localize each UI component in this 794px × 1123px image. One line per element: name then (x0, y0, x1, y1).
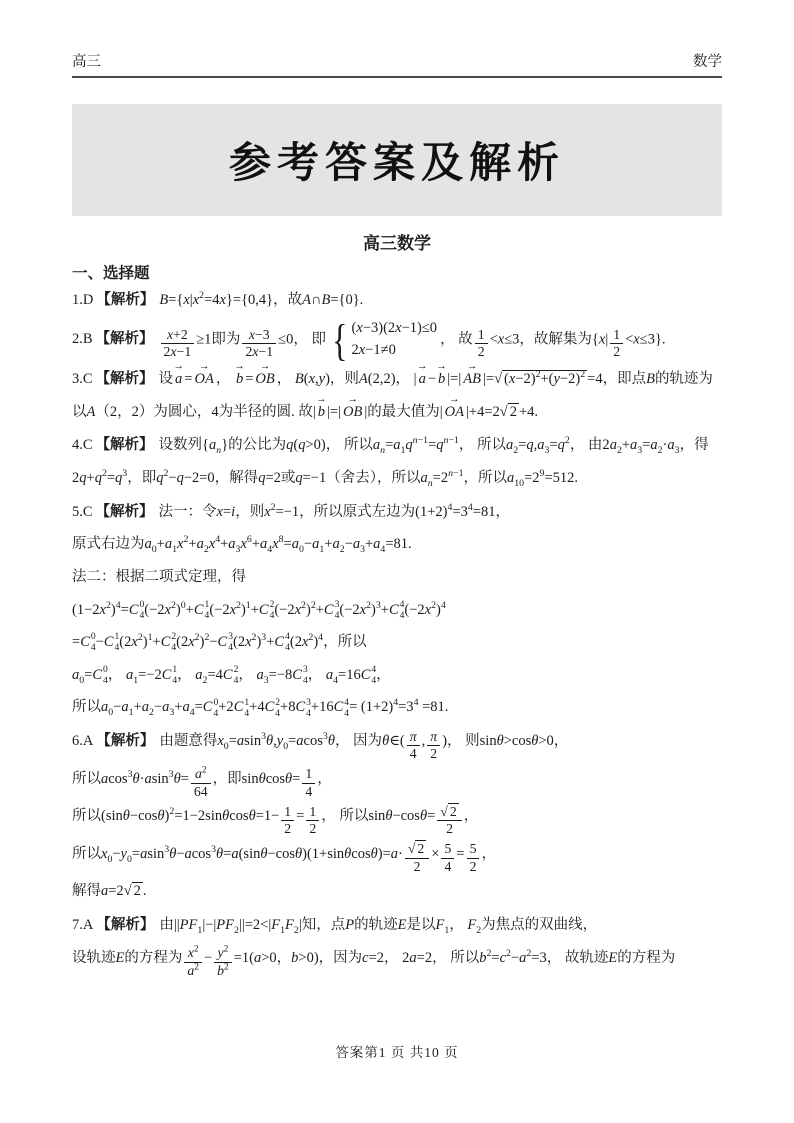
answer-label: 3.C (72, 371, 93, 388)
header-right-label: 数学 (693, 54, 722, 70)
solution-paragraph: 5.C 【解析】 法一：令x=i，则$x^2=-1$，所以原式左边为$(1+2)^4=3^4=81$， (72, 501, 510, 520)
section-title: 一、选择题 (72, 265, 150, 282)
solution-paragraph: 所以$a_0-a_1+a_2-a_3+a_4=$ C 0 4 +2 C 1 4 +4 C 2 4 +8 C 3 4 +16 C 4 4 = $(1+2)^4=3^4 =81$. (72, 696, 449, 719)
solution-paragraph: 所以$x_0-y_0=asin^3\theta-acos^3\theta=a(\sin\theta-\cos\theta)(1+\sin\theta\cos\theta)=a\cdot$ $\frac{√ 2}{2}$ × $\frac{5}{4}$ = $\frac{5}{2}$ ， (72, 841, 496, 874)
answer-label: 2.B (72, 331, 93, 348)
page-content (72, 50, 722, 979)
page-footer: 答案第1 页 共10 页 (335, 1045, 459, 1060)
solution-paragraph: 1.D 【解析】 $B=\{x|x^2=4x\}=\{0,4\}$，故A∩B={0}. (72, 290, 364, 308)
document-subtitle: 高三数学 (363, 234, 431, 253)
header-left-label: 高三 (72, 54, 101, 70)
solution-paragraph: 原式右边为$a_0+a_1x^2+a_2x^4+a_3x^6+a_4x^8=a_0-a_1+a_2-a_3+a_4=81$. (72, 534, 412, 556)
answer-label: 5.C (72, 503, 93, 520)
question-1 (72, 284, 722, 317)
solution-paragraph: 法二：根据二项式定理，得 (72, 568, 246, 585)
solution-paragraph: 4.C 【解析】 设数列$\{a_n\}$的公比为q(q>0)， 所以$a_n=a_1q^{n-1}=q^{n-1}$， 所以$a_2=q,a_3=q^2$， 由$2a_2+a_3=a_2\cdot a_3$，得$2q+q^2=q^3$，即$q^2-q-2=0$，解得q=2或q=−1（舍去），所以$a_n=2^{n-1}$，所以$a_{10}=2^9=512$. (72, 435, 709, 489)
solution-paragraph: 设轨迹E的方程为 $\frac{x^2}{a^2}$ − $\frac{y^2}{b^2}$ =1(a>0，b>0)，因为c=2， 2a=2， 所以$b^2=c^2-a^2=3$， 故轨迹E的方程为 (72, 944, 676, 978)
analysis-tag: 【解析】 (95, 371, 154, 388)
solution-paragraph: 6.A 【解析】 由题意得$x_0=asin^3\theta,y_0=acos^3\theta$， 因为θ∈( $\frac{\pi}{4}$ , $\frac{\pi}{2}$ )， 则sinθ>cosθ>0， (72, 728, 569, 762)
solution-paragraph: = C 0 4 − C 1 4 $(2x^2)^1+$ C 2 4 $(2x^2)^2-$ C 3 4 $(2x^2)^3+$ C 4 4 $(2x^2)^4$，所以 (72, 631, 367, 654)
solution-paragraph: 3.C 【解析】 设 → a = → OA ， → b = → OB ， B(x,y)，则A(2,2)， | → a − → b |=| → AB |=√ $(x-2)^2+(y-2)^2 =4$，即点B的轨迹为以A（2，2）为圆心，4为半径的圆. 故| → b |=| → OB |的最大值为| → OA |+4=2√ 2 +4. (72, 360, 713, 420)
answer-label: 4.C (72, 437, 93, 454)
question-2 (72, 314, 722, 365)
analysis-tag: 【解析】 (96, 917, 155, 934)
solution-paragraph: $(1-2x^2)^4=$ C 0 4 $(-2x^2)^0+$ C 1 4 $(-2x^2)^1+$ C 2 4 $(-2x^2)^2+$ C 3 4 $(-2x^2)^3+$ C 4 4 $(-2x^2)^4$ (72, 598, 446, 621)
solution-paragraph: 解得a=2√ 2 . (72, 883, 147, 900)
solution-paragraph: 所以acos$^3$θ·asin$^3$θ= $\frac{a^2}{64}$ ，即sinθcosθ= $\frac{1}{4}$ ， (72, 765, 332, 799)
analysis-tag: 【解析】 (96, 292, 155, 308)
title-banner (72, 104, 722, 216)
solution-paragraph: 2.B 【解析】 $\frac{x+2}{2x-1}$ ≥1即为 $\frac{x-3}{2x-1}$ ≤0， 即 { (x−3)(2x−1)≤0 2x−1≠0 ， 故 $\frac{1}{2}$ <x≤3，故解集为{x| $\frac{1}{2}$ <x≤3}. (72, 314, 666, 365)
page-header (72, 50, 722, 78)
answer-label: 6.A (72, 733, 94, 749)
question-5 (72, 496, 722, 724)
solution-paragraph: $a_0=$ C 0 4 ， $a_1=-2$ C 1 4 ， $a_2=4$ C 2 4 ， $a_3=-8$ C 3 4 ， $a_4=16$ C 4 4 ， (72, 664, 391, 687)
analysis-tag: 【解析】 (96, 733, 155, 749)
question-6 (72, 725, 722, 908)
analysis-tag: 【解析】 (95, 331, 154, 348)
analysis-tag: 【解析】 (95, 503, 154, 520)
answer-label: 7.A (72, 917, 94, 934)
answer-label: 1.D (72, 292, 94, 308)
document-title: 参考答案及解析 (228, 141, 565, 187)
question-4 (72, 429, 722, 494)
solution-paragraph: 7.A 【解析】 由$||PF_1|-|PF_2||=2<|F_1F_2|$知，点P的轨迹E是以$F_1$， $F_2$为焦点的双曲线， (72, 917, 598, 936)
solutions-list (72, 284, 722, 979)
question-7 (72, 909, 722, 979)
solution-paragraph: 所以$(\sin\theta-\cos\theta)^2=1-2\sin\theta\cos\theta=1-$ $\frac{1}{2}$ = $\frac{1}{2}$ ， 所以sinθ−cosθ= $\frac{√ 2}{2}$ ， (72, 803, 479, 837)
analysis-tag: 【解析】 (95, 437, 154, 454)
question-3 (72, 360, 722, 428)
